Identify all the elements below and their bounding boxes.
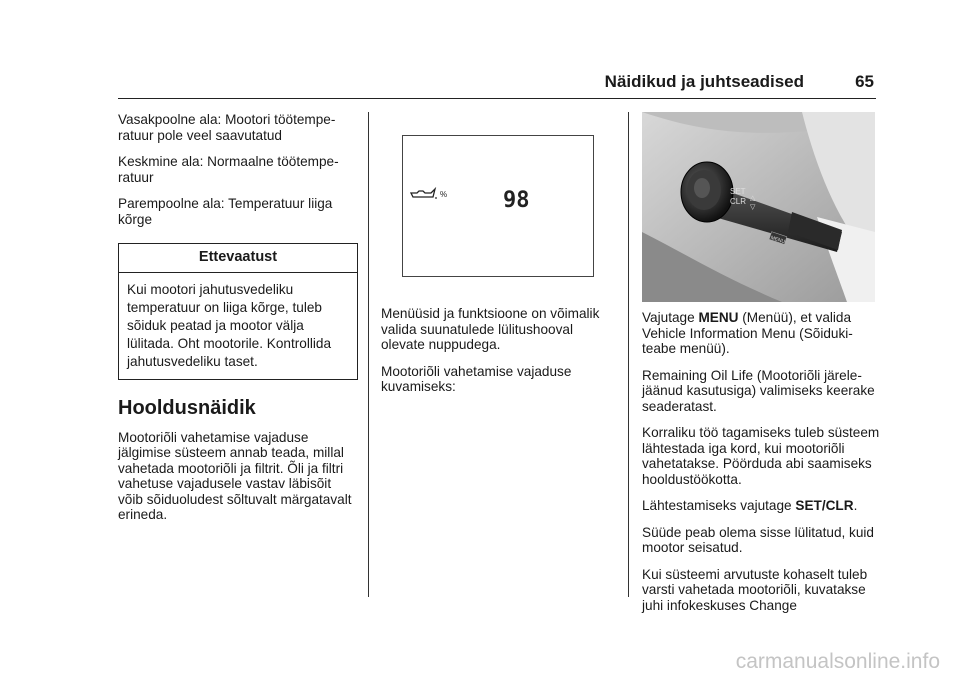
column-divider-left [368, 112, 369, 597]
column-right [642, 310, 880, 624]
set-clr-keyword: SET/CLR [795, 498, 854, 513]
caution-text: Kui mootori jahutusvedeliku temperatuur on liiga kõrge, tuleb sõiduk peatad ja mootor välja lülitada. Oht mootorile. Kontrollida jahutusvedeliku taset. [127, 281, 332, 369]
paragraph-reset-action: Lähtestamiseks vajutage SET/CLR. [642, 498, 858, 513]
set-label: SET [730, 187, 746, 196]
paragraph-reset-info: Korraliku töö tagamiseks tuleb süsteem lähtestada iga kord, kui mootoriõli vahetatakse. Pöörduda abi saamiseks hooldustöökotta. [642, 425, 880, 487]
paragraph-remaining-oil-life: Remaining Oil Life (Mootoriõli järele-jäänud kasutusiga) valimiseks keerake seaderatast. [642, 367, 875, 414]
section-heading: Hooldusnäidik [118, 396, 256, 419]
caution-box [118, 243, 358, 380]
lever-illustration-svg [642, 112, 875, 302]
turn-signal-lever-photo [642, 112, 875, 302]
paragraph-service-indicator: Mootoriõli vahetamise vajaduse jälgimise süsteem annab teada, millal vahetada mootoriõli ja filtrit. Õli ja filtri vahetuse vajadusele vastav läbisõit võib sõiduoludest sõltuvalt märgatavalt erineda. [118, 429, 352, 522]
page-number: 65 [855, 72, 874, 91]
percent-label: % [440, 190, 448, 199]
oil-life-value: 98 [503, 188, 530, 213]
section-title: Näidikud ja juhtseadised [604, 72, 804, 91]
svg-text:▽: ▽ [750, 204, 756, 211]
watermark: carmanualsonline.info [735, 650, 940, 673]
caution-title: Ettevaatust [119, 244, 357, 273]
paragraph-menu-selection: Menüüsid ja funktsioone on võimalik valida suunatulede lülitushooval olevate nuppudega. [381, 306, 600, 352]
paragraph-right-zone: Parempoolne ala: Temperatuur liiga kõrge [118, 196, 333, 227]
clr-label: CLR [730, 197, 747, 206]
column-left [118, 112, 358, 534]
oil-can-icon [411, 189, 437, 199]
menu-button-label: MENU [769, 234, 786, 246]
paragraph-middle-zone: Keskmine ala: Normaalne töötempe-ratuur [118, 154, 339, 185]
column-divider-right [628, 112, 629, 597]
oil-life-display-illustration [402, 135, 594, 277]
paragraph-left-zone: Vasakpoolne ala: Mootori töötempe-ratuur pole veel saavutatud [118, 112, 336, 143]
paragraph-press-menu: Vajutage MENU (Menüü), et valida Vehicle Information Menu (Sõiduki-teabe menüü). [642, 310, 853, 356]
display-svg [403, 136, 593, 276]
svg-text:△: △ [750, 195, 756, 202]
menu-keyword: MENU [698, 310, 739, 325]
paragraph-change-message: Kui süsteemi arvutuste kohaselt tuleb varsti vahetada mootoriõli, kuvatakse juhi infokeskuses Change [642, 566, 868, 613]
paragraph-ignition: Süüde peab olema sisse lülitatud, kuid mootor seisatud. [642, 524, 874, 555]
paragraph-display-oil: Mootoriõli vahetamise vajaduse kuvamiseks: [381, 363, 572, 394]
page-header [118, 72, 876, 99]
column-middle [381, 306, 616, 406]
